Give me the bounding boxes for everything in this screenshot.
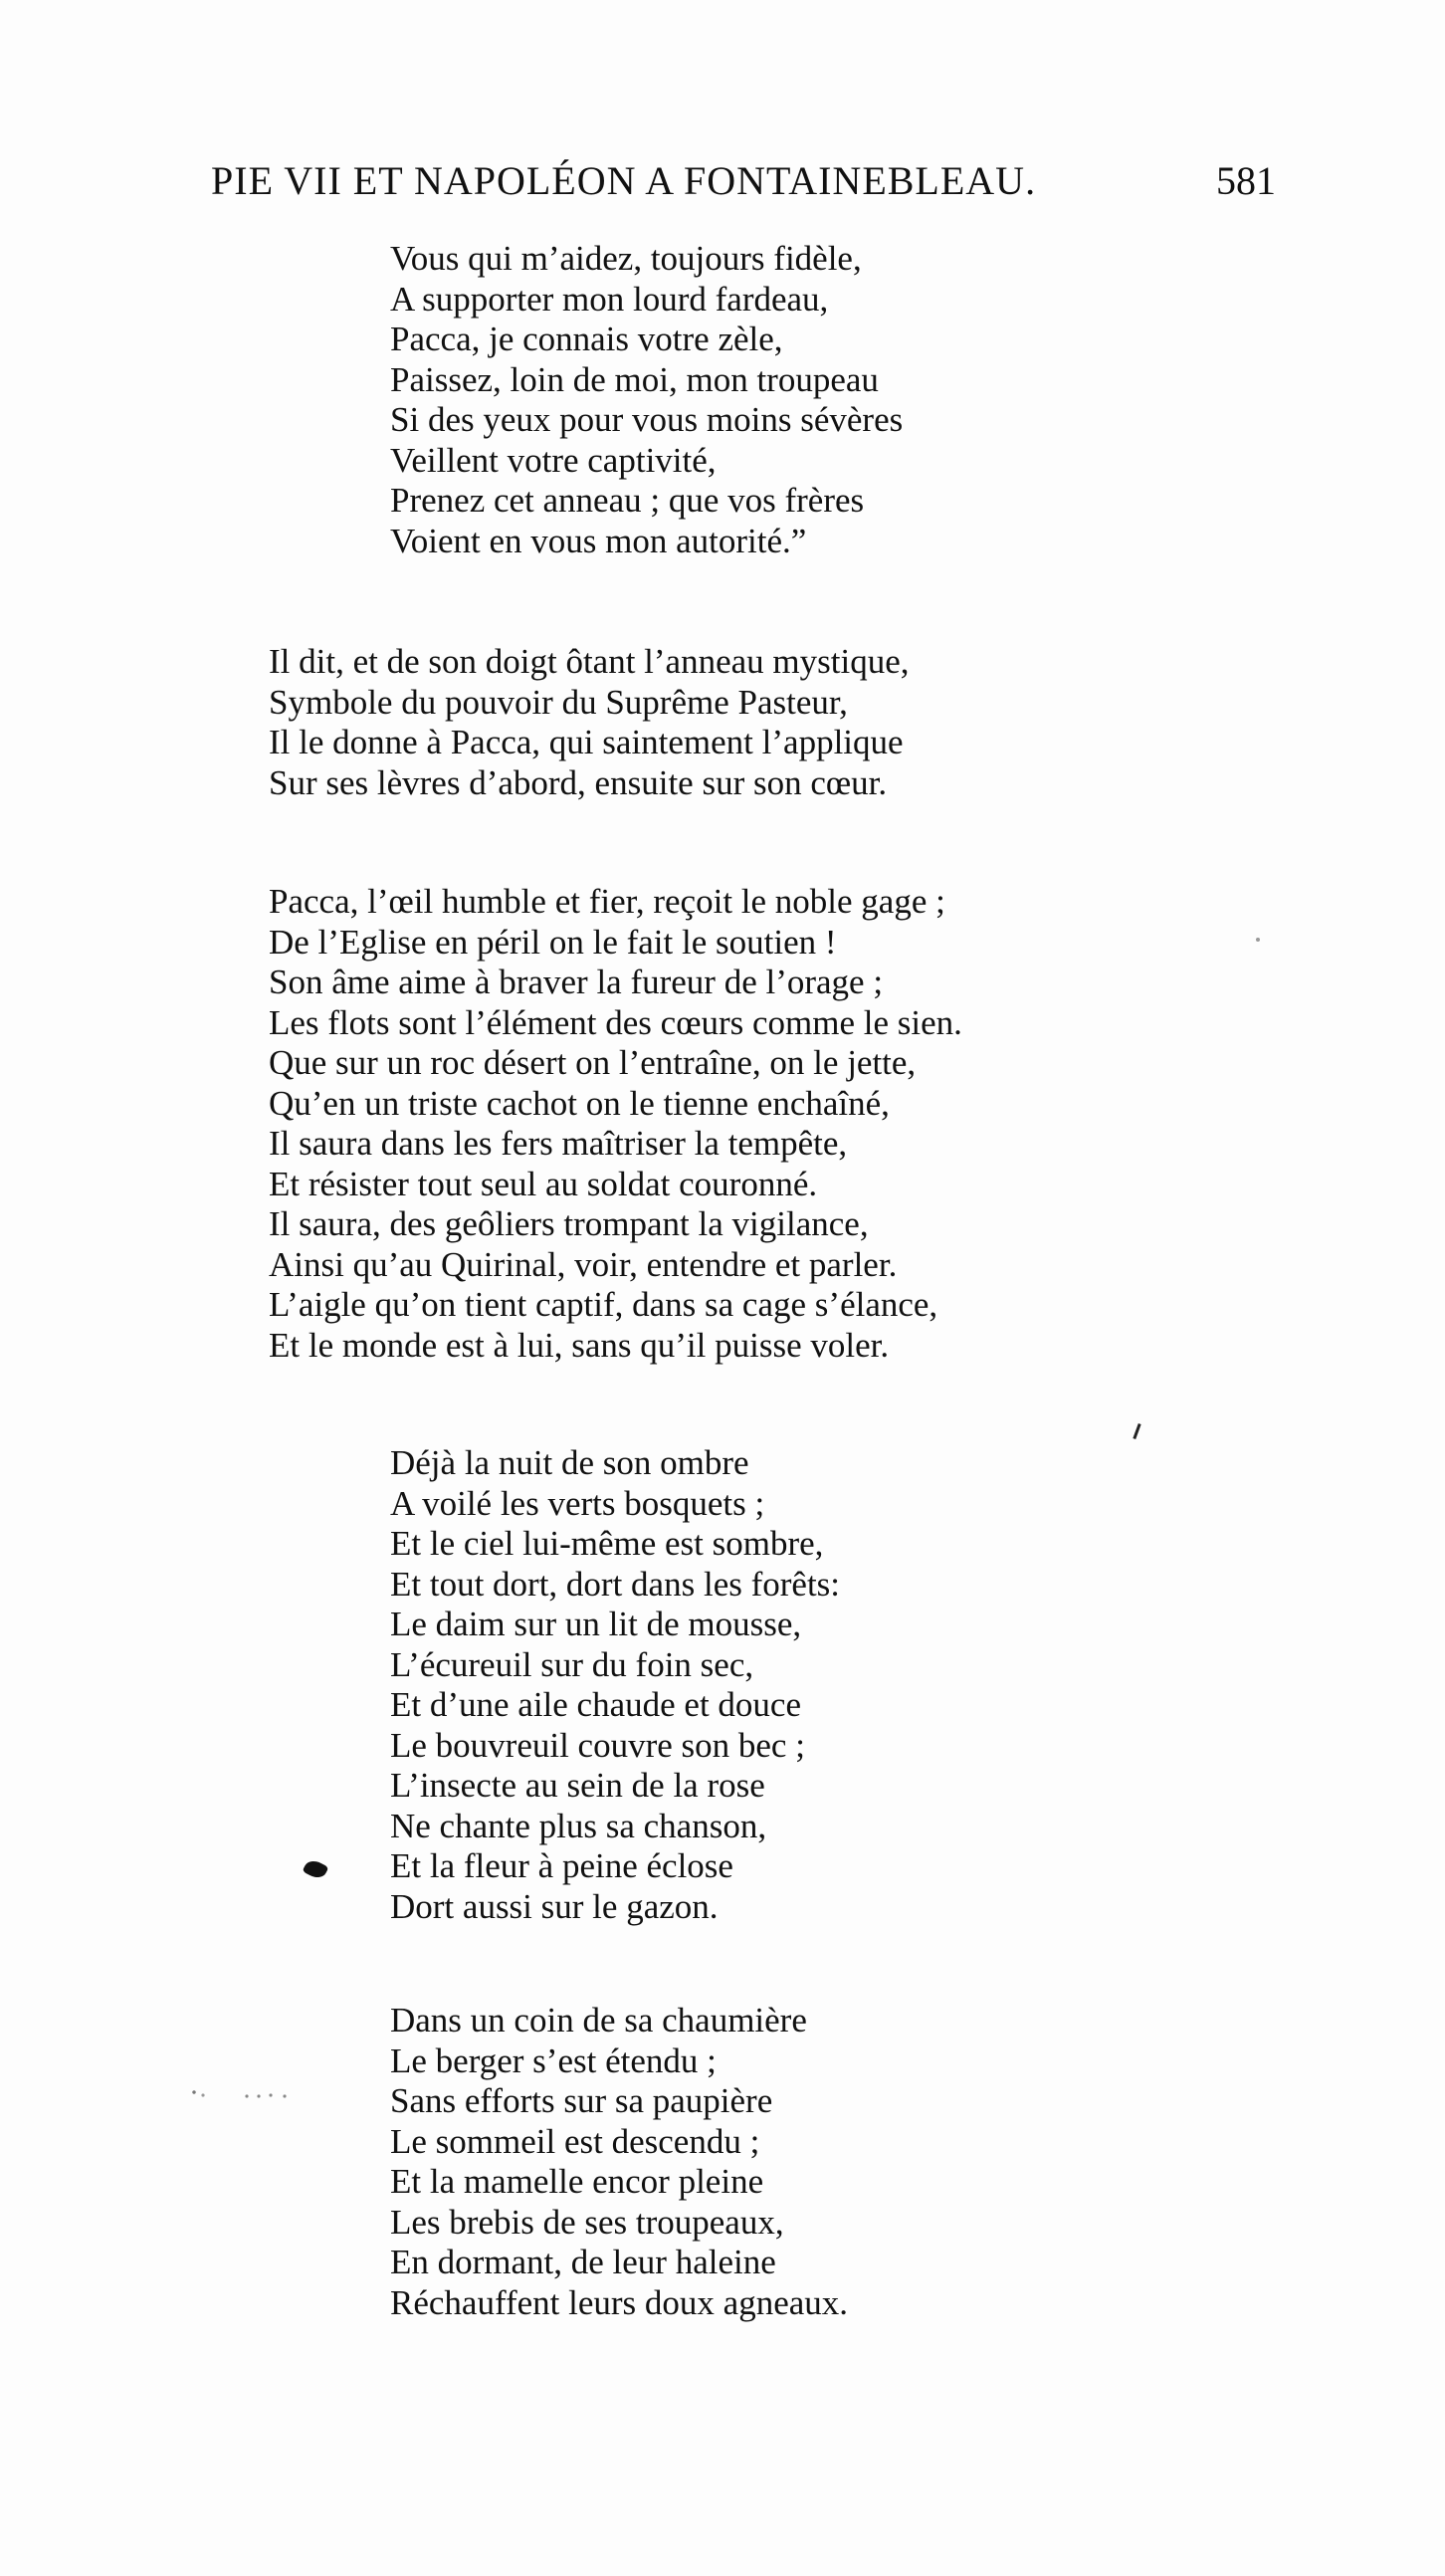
verse-line: A supporter mon lourd fardeau, [390,279,829,319]
verse-line: L’insecte au sein de la rose [390,1766,765,1805]
verse-line: Et le ciel lui-même est sombre, [390,1524,824,1563]
verse-line: Réchauffent leurs doux agneaux. [390,2282,849,2322]
running-title: PIE VII ET NAPOLÉON A FONTAINEBLEAU. [211,158,1037,203]
verse-line: Sans efforts sur sa paupière [390,2081,773,2120]
stanza-1 [390,239,903,561]
verse-line: Symbole du pouvoir du Suprême Pasteur, [269,682,848,722]
stanza-5 [390,2001,848,2323]
verse-line: Le bouvreuil couvre son bec ; [390,1725,805,1765]
ink-tick-mark [1133,1423,1140,1439]
verse-line: Dans un coin de sa chaumière [390,2001,807,2039]
stanza-3 [269,882,962,1366]
verse-line: Pacca, je connais votre zèle, [390,320,783,358]
stray-dot [1256,938,1260,942]
verse-line: Il dit, et de son doigt ôtant l’anneau mystique, [269,642,910,681]
verse-line: Veillent votre captivité, [390,440,717,480]
stanza-4 [390,1443,840,1927]
verse-line: Le daim sur un lit de mousse, [390,1605,802,1643]
verse-line: Il saura dans les fers maîtriser la tempête, [269,1124,848,1163]
verse-line: Déjà la nuit de son ombre [390,1443,749,1482]
verse-line: A voilé les verts bosquets ; [390,1483,765,1523]
ink-blot-mark [303,1857,329,1881]
verse-line: Le sommeil est descendu ; [390,2121,760,2161]
running-header [211,157,1276,217]
verse-line: Et la fleur à peine éclose [390,1846,733,1885]
verse-line: Et la mamelle encor pleine [390,2162,764,2201]
verse-line: Il le donne à Pacca, qui saintement l’applique [269,723,904,761]
stray-specks [189,2086,299,2100]
verse-line: Paissez, loin de moi, mon troupeau [390,359,879,399]
verse-line: Si des yeux pour vous moins sévères [390,400,904,439]
verse-line: Qu’en un triste cachot on le tienne enchaîné, [269,1083,890,1123]
verse-line: Il saura, des geôliers trompant la vigilance, [269,1204,869,1243]
verse-line: Et le monde est à lui, sans qu’il puisse voler. [269,1325,890,1365]
verse-line: De l’Eglise en péril on le fait le soutien ! [269,922,837,962]
verse-line: Et résister tout seul au soldat couronné. [269,1164,818,1203]
verse-line: Ainsi qu’au Quirinal, voir, entendre et parler. [269,1244,898,1284]
verse-line: Les brebis de ses troupeaux, [390,2202,784,2242]
verse-line: Ne chante plus sa chanson, [390,1806,767,1845]
verse-line: Dort aussi sur le gazon. [390,1886,719,1926]
verse-line: Et tout dort, dort dans les forêts: [390,1564,841,1604]
verse-line: Sur ses lèvres d’abord, ensuite sur son cœur. [269,762,888,802]
verse-line: Vous qui m’aidez, toujours fidèle, [390,239,862,278]
verse-line: Que sur un roc désert on l’entraîne, on le jette, [269,1043,917,1082]
verse-line: Prenez cet anneau ; que vos frères [390,481,865,520]
page-number: 581 [1216,158,1276,203]
stanza-2 [269,642,909,803]
verse-line: Son âme aime à braver la fureur de l’orage ; [269,963,884,1001]
verse-line: Et d’une aile chaude et douce [390,1685,801,1724]
verse-line: Voient en vous mon autorité.” [390,521,807,560]
verse-line: L’aigle qu’on tient captif, dans sa cage s’élance, [269,1285,938,1324]
verse-line: En dormant, de leur haleine [390,2243,776,2281]
verse-line: Pacca, l’œil humble et fier, reçoit le noble gage ; [269,882,945,921]
verse-line: Le berger s’est étendu ; [390,2040,717,2080]
verse-line: L’écureuil sur du foin sec, [390,1644,754,1684]
verse-line: Les flots sont l’élément des cœurs comme le sien. [269,1002,962,1042]
